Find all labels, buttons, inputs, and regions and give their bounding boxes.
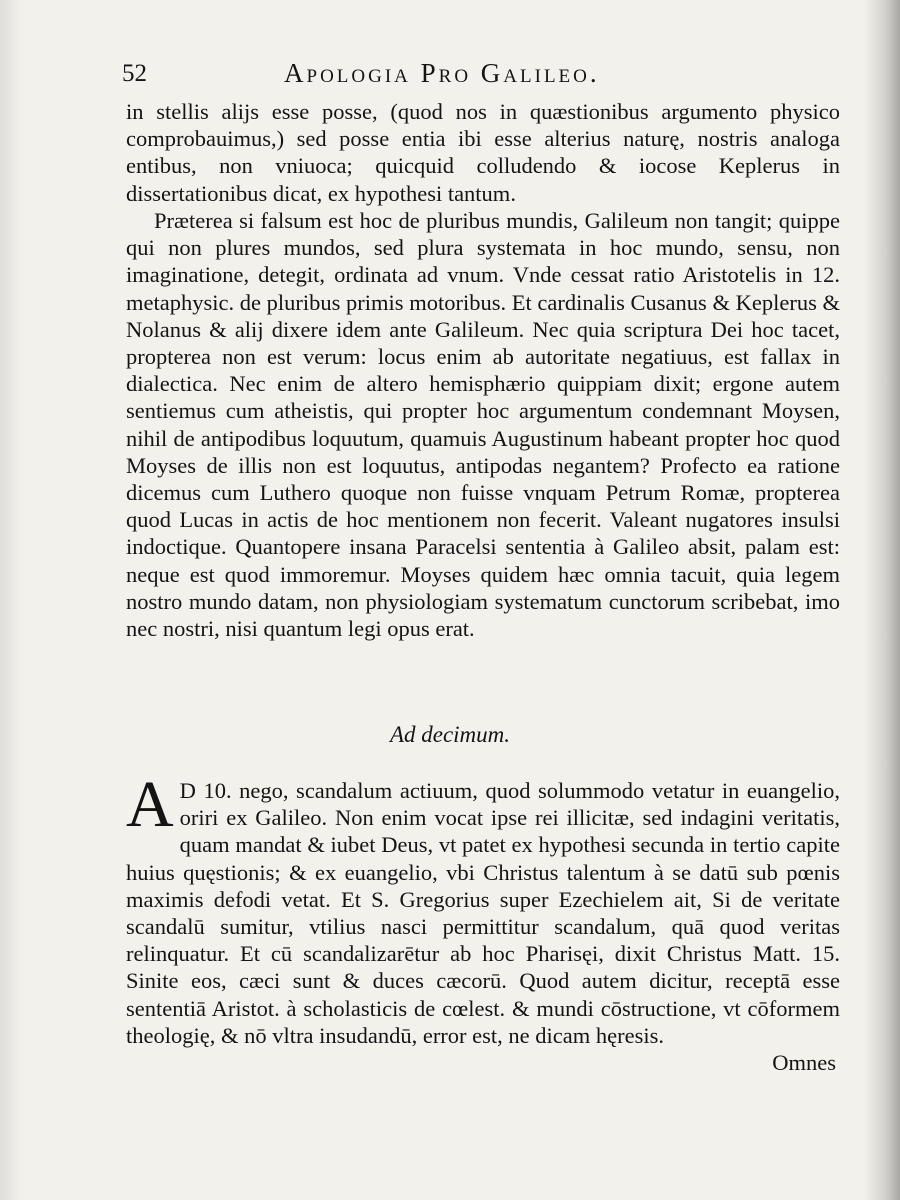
paragraph-3-text: D 10. nego, scandalum actiuum, quod solummodo vetatur in euangelio, oriri ex Galileo. Non enim vocat ipse rei illicitæ, sed indagini veritatis, quam mandat & iubet Deus, vt patet ex hypothesi secunda in tertio capite huius quęstionis; & ex euangelio, vbi Christus talentum à se datū sub pœnis maximis defodi vetat. Et S. Gregorius super Ezechielem ait, Si de veritate scandalū sumitur, vtilius nasci permittitur scandalum, quā quod veritas relinquatur. Et cū scandalizarētur ab hoc Pharisęi, dixit Christus Matt. 15. Sinite eos, cæci sunt & duces cæcorū. Quod autem dicitur, receptā esse sententiā Aristot. à scholasticis de cœlest. & mundi cōstructione, vt cōformem theologię, & nō vltra insudandū, error est, ne dicam hęresis.: [126, 778, 840, 1048]
page-number: 52: [122, 60, 147, 87]
paragraph-3: [126, 768, 840, 1049]
paragraph-2: [126, 207, 840, 642]
section-heading: Ad decimum.: [389, 722, 511, 747]
running-head: Apologia Pro Galileo.: [284, 58, 600, 88]
paragraph-1-text: in stellis alijs esse posse, (quod nos in quæstionibus argumento physico comprobauimus,) sed posse entia ibi esse alterius naturę, nostris analoga entibus, non vniuoca; quicquid colludendo & iocose Keplerus in dissertationibus dicat, ex hypothesi tantum.: [126, 99, 840, 206]
paragraph-1: [126, 98, 840, 207]
catchword: Omnes: [772, 1050, 836, 1075]
page-edge-shadow: [864, 0, 900, 1200]
page-gutter-shadow: [0, 0, 22, 1200]
page-header: [122, 58, 842, 94]
paragraph-2-text: Præterea si falsum est hoc de pluribus mundis, Galileum non tangit; quippe qui non plures mundos, sed plura systemata in hoc mundo, sensu, non imaginatione, detegit, ordinata ad vnum. Vnde cessat ratio Aristotelis in 12. metaphysic. de pluribus primis motoribus. Et cardinalis Cusanus & Keplerus & Nolanus & alij dixere idem ante Galileum. Nec quia scriptura Dei hoc tacet, propterea non est verum: locus enim ab autoritate negatiuus, est fallax in dialectica. Nec enim de altero hemisphærio quippiam dixit; ergone autem sentiemus cum atheistis, qui propter hoc argumentum condemnant Moysen, nihil de antipodibus loquutum, quamuis Augustinum habeant propter hoc quod Moyses de illis non est loquutus, antipodas negantem? Profecto ea ratione dicemus cum Luthero quoque non fuisse vnquam Petrum Romæ, propterea quod Lucas in actis de hoc mentionem non fecerit. Valeant nugatores insulsi indoctique. Quantopere insana Paracelsi sententia à Galileo absit, palam est: neque est quod immoremur. Moyses quidem hæc omnia tacuit, quia legem nostro mundo datam, non physiologiam systematum cunctorum scribebat, imo nec nostri, nisi quantum legi opus erat.: [126, 208, 840, 642]
drop-cap: A: [126, 768, 174, 841]
